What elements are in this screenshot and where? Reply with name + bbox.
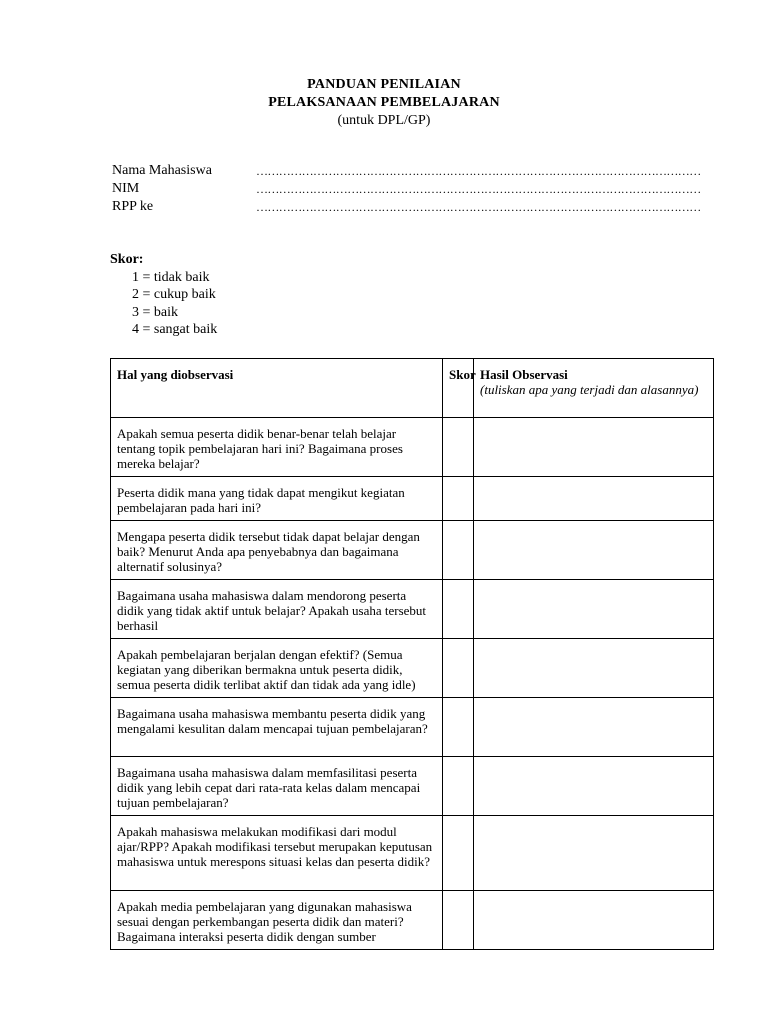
table-row	[111, 580, 714, 639]
field-blank-rpp-ke[interactable]: ………………………………………………………………………………………………………	[256, 200, 701, 214]
field-blank-nama-mahasiswa[interactable]: ………………………………………………………………………………………………………	[256, 164, 701, 178]
score-cell[interactable]	[443, 639, 474, 698]
score-cell[interactable]	[443, 521, 474, 580]
result-cell[interactable]	[474, 580, 714, 639]
identity-fields	[112, 162, 712, 216]
table-row	[111, 477, 714, 521]
score-cell[interactable]	[443, 580, 474, 639]
result-cell[interactable]	[474, 698, 714, 757]
document-header	[0, 76, 768, 130]
question-cell: Apakah mahasiswa melakukan modifikasi dari modul ajar/RPP? Apakah modifikasi tersebut merupakan keputusan mahasiswa untuk merespons situasi kelas dan peserta didik?	[111, 816, 443, 891]
header-score	[443, 359, 474, 418]
document-title-line-1: PANDUAN PENILAIAN	[307, 77, 461, 92]
identity-row-rpp	[112, 198, 712, 216]
score-legend-item: 2 = cukup baik	[132, 287, 216, 302]
result-cell[interactable]	[474, 639, 714, 698]
observation-table	[110, 358, 714, 950]
result-cell[interactable]	[474, 418, 714, 477]
table-row	[111, 891, 714, 950]
score-cell[interactable]	[443, 891, 474, 950]
score-cell[interactable]	[443, 418, 474, 477]
question-cell: Peserta didik mana yang tidak dapat mengikut kegiatan pembelajaran pada hari ini?	[111, 477, 443, 521]
field-label-nim: NIM	[112, 181, 140, 196]
score-legend-title: Skor:	[110, 252, 144, 267]
field-blank-nim[interactable]: ………………………………………………………………………………………………………	[256, 182, 701, 196]
result-cell[interactable]	[474, 521, 714, 580]
question-cell: Apakah media pembelajaran yang digunakan mahasiswa sesuai dengan perkembangan peserta didik dan materi? Bagaimana interaksi peserta didik dengan sumber	[111, 891, 443, 950]
table-row	[111, 816, 714, 891]
header-observed-item-label: Hal yang diobservasi	[117, 367, 234, 382]
header-score-label: Skor	[449, 367, 476, 382]
score-legend-item: 4 = sangat baik	[132, 322, 218, 337]
header-result-hint: (tuliskan apa yang terjadi dan alasannya)	[480, 382, 699, 397]
result-cell[interactable]	[474, 816, 714, 891]
document-title-line-2: PELAKSANAAN PEMBELAJARAN	[268, 95, 500, 110]
score-legend	[110, 251, 217, 339]
score-cell[interactable]	[443, 816, 474, 891]
table-row	[111, 757, 714, 816]
identity-row-nim	[112, 180, 712, 198]
field-label-nama-mahasiswa: Nama Mahasiswa	[112, 163, 212, 178]
table-row	[111, 639, 714, 698]
score-cell[interactable]	[443, 477, 474, 521]
result-cell[interactable]	[474, 757, 714, 816]
score-cell[interactable]	[443, 698, 474, 757]
table-row	[111, 521, 714, 580]
result-cell[interactable]	[474, 891, 714, 950]
header-result	[474, 359, 714, 418]
field-label-rpp-ke: RPP ke	[112, 199, 154, 214]
table-row	[111, 698, 714, 757]
question-cell: Bagaimana usaha mahasiswa dalam memfasilitasi peserta didik yang lebih cepat dari rata-rata kelas dalam mencapai tujuan pembelajaran?	[111, 757, 443, 816]
score-cell[interactable]	[443, 757, 474, 816]
score-legend-item: 1 = tidak baik	[132, 269, 210, 285]
score-legend-item: 3 = baik	[132, 304, 178, 320]
question-cell: Bagaimana usaha mahasiswa membantu peserta didik yang mengalami kesulitan dalam mencapai tujuan pembelajaran?	[111, 698, 443, 757]
question-cell: Apakah pembelajaran berjalan dengan efektif? (Semua kegiatan yang diberikan bermakna untuk peserta didik, semua peserta didik terlibat aktif dan tidak ada yang idle)	[111, 639, 443, 698]
table-header-row	[111, 359, 714, 418]
header-result-label: Hasil Observasi	[480, 367, 568, 382]
question-cell: Apakah semua peserta didik benar-benar telah belajar tentang topik pembelajaran hari ini? Bagaimana proses mereka belajar?	[111, 418, 443, 477]
question-cell: Bagaimana usaha mahasiswa dalam mendorong peserta didik yang tidak aktif untuk belajar? Apakah usaha tersebut berhasil	[111, 580, 443, 639]
table-row	[111, 418, 714, 477]
document-subtitle: (untuk DPL/GP)	[337, 113, 431, 128]
question-cell: Mengapa peserta didik tersebut tidak dapat belajar dengan baik? Menurut Anda apa penyebabnya dan bagaimana alternatif solusinya?	[111, 521, 443, 580]
result-cell[interactable]	[474, 477, 714, 521]
identity-row-name	[112, 162, 712, 180]
header-observed-item	[111, 359, 443, 418]
